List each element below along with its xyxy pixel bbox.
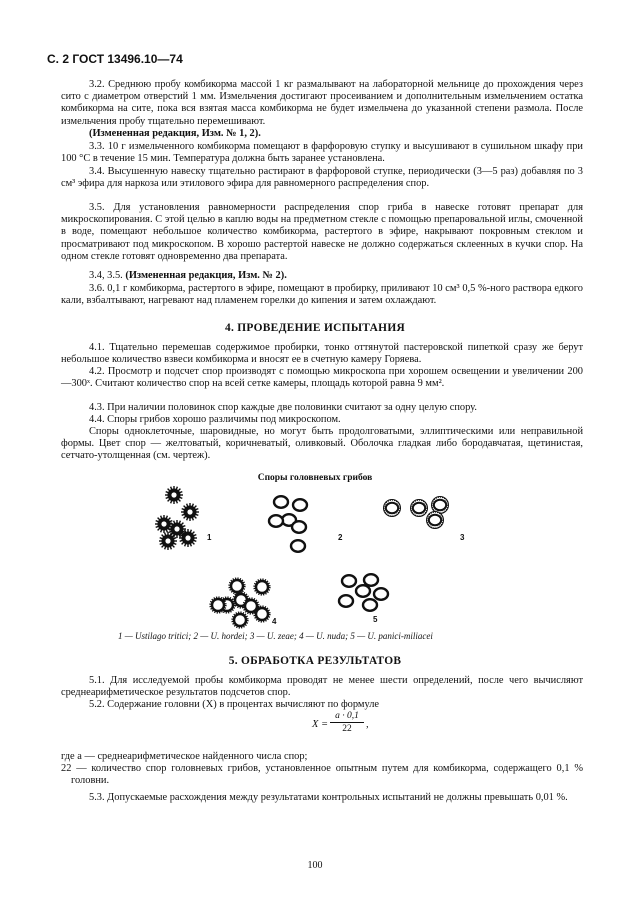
- figure-caption: 1 — Ustilago tritici; 2 — U. hordei; 3 — U. zeae; 4 — U. nuda; 5 — U. panici-miliacei: [118, 631, 433, 641]
- paragraph-5-3: 5.3. Допускаемые расхождения между результатами контрольных испытаний не должны превышать 0,01 %.: [89, 792, 568, 803]
- spore: [383, 499, 401, 517]
- spore: [159, 532, 177, 550]
- spore-group-5: [339, 574, 388, 611]
- paragraph-4-1: 4.1. Тщательно перемешав содержимое пробирки, тонко оттянутой пастеровской пипеткой сразу же берут небольшое количество взвеси комбикорма и вносят ее в счетную камеру Горяева.: [61, 342, 583, 366]
- paragraph-3-6: 3.6. 0,1 г комбикорма, растертого в эфире, помещают в пробирку, приливают 10 см³ 0,5 %-ного раствора едкого кали, взбалтывают, нагревают над пламенем горелки до кипения и затем охлаждают.: [61, 283, 583, 307]
- spore: [254, 579, 269, 594]
- paragraph-4-4: 4.4. Споры грибов хорошо различимы под микроскопом.: [89, 414, 341, 425]
- paragraph-4-4-description: Споры одноклеточные, шаровидные, но могут быть продолговатыми, эллиптическими или неправильной формы. Цвет спор — желтоватый, коричневатый, оливковый. Оболочка гладкая либо бородавчатая, щетинистая, сетчато-утолщенная (см. чертеж).: [61, 426, 583, 462]
- figure-label-4: 4: [272, 617, 277, 626]
- spore: [274, 496, 288, 508]
- spore: [339, 595, 353, 607]
- page-number: 100: [307, 860, 323, 871]
- section-5-heading: 5. ОБРАБОТКА РЕЗУЛЬТАТОВ: [228, 655, 402, 667]
- spore: [374, 588, 388, 600]
- figure-label-1: 1: [207, 533, 212, 542]
- paragraph-5-1: 5.1. Для исследуемой пробы комбикорма проводят не менее шести определений, после чего вычисляют среднеарифметическое результатов подсчетов спор.: [61, 675, 583, 699]
- paragraph-4-2: 4.2. Просмотр и подсчет спор производят с помощью микроскопа при хорошем освещении и увеличении 200—300ˣ. Считают количество спор на всей сетке камеры, площадь которой равна 9 мм².: [61, 366, 583, 390]
- formula-denominator: 22: [342, 724, 352, 734]
- spore: [181, 503, 199, 521]
- paragraph-3-4: 3.4. Высушенную навеску тщательно растирают в фарфоровой ступке, периодически (3—5 раз) добавляя по 3 см³ эфира для наркоза или этилового эфира для равномерного распределения спор.: [61, 166, 583, 190]
- legend-22: 22 — количество спор головневых грибов, установленное опытным путем для комбикорма, содержащего 0,1 % головни.: [61, 763, 583, 787]
- formula-lhs: X =: [312, 719, 329, 730]
- paragraph-3-3: 3.3. 10 г измельченного комбикорма помещают в фарфоровую ступку и высушивают в сушильном шкафу при 100 °С в течение 15 мин. Температура должна быть заранее установлена.: [61, 141, 583, 165]
- paragraph-3-5: 3.5. Для установления равномерности распределения спор гриба в навеске готовят препарат для микроскопирования. С этой целью в каплю воды на предметном стекле с помощью препаровальной иглы, смоченной в воде, помещают небольшое количество комбикорма, растертого в эфире, накрывают покровным стеклом и просматривают под микроскопом. В хорошо растертой навеске не должно содержаться склеенных в кучки спор. На одном стекле готовят одновременно два препарата.: [61, 202, 583, 262]
- spore: [229, 578, 244, 593]
- spore-group-3: [383, 496, 449, 529]
- spore-group-2: [269, 496, 307, 552]
- formula-tail: ,: [366, 719, 369, 730]
- spore: [363, 599, 377, 611]
- figure-label-5: 5: [373, 615, 378, 624]
- legend-a: где a — среднеарифметическое найденного числа спор;: [61, 751, 308, 762]
- spore: [155, 515, 173, 533]
- spore: [210, 597, 225, 612]
- figure-label-2: 2: [338, 533, 343, 542]
- revision-note-1: (Измененная редакция, Изм. № 1, 2).: [89, 128, 261, 139]
- spore: [342, 575, 356, 587]
- revision-note-2-text: (Измененная редакция, Изм. № 2).: [125, 270, 287, 281]
- spore: [426, 511, 444, 529]
- formula-fraction: [330, 711, 364, 734]
- figure-label-3: 3: [460, 533, 465, 542]
- spore: [291, 540, 305, 552]
- spore: [410, 499, 428, 517]
- paragraph-3-2: 3.2. Среднюю пробу комбикорма массой 1 кг размалывают на лабораторной мельнице до прохождения через сито с диаметром отверстий 1 мм. Измельчения достигают просеиванием и дополнительным измельчением остатка комбикорма на сите, пока вся взятая масса комбикорма не будет измельчена до указанной степени размола. После измельчения пробу тщательно перемешивают.: [61, 79, 583, 127]
- section-4-heading: 4. ПРОВЕДЕНИЕ ИСПЫТАНИЯ: [224, 322, 406, 334]
- page-header: С. 2 ГОСТ 13496.10—74: [47, 52, 183, 66]
- revision-note-2-number: 3.4, 3.5.: [89, 270, 123, 281]
- spore-group-4: [210, 578, 269, 627]
- spore: [364, 574, 378, 586]
- figure-title: Споры головневых грибов: [257, 473, 373, 483]
- spore: [179, 529, 197, 547]
- spore-group-1: [155, 486, 199, 550]
- spore: [232, 612, 247, 627]
- spore: [356, 585, 370, 597]
- formula-numerator: a · 0,1: [330, 711, 364, 723]
- paragraph-5-2: 5.2. Содержание головни (X) в процентах вычисляют по формуле: [89, 699, 380, 710]
- spore: [165, 486, 183, 504]
- spore: [292, 521, 306, 533]
- paragraph-4-3: 4.3. При наличии половинок спор каждые две половинки считают за одну целую спору.: [89, 402, 477, 413]
- spore: [293, 499, 307, 511]
- spore: [254, 606, 269, 621]
- spore: [269, 515, 283, 527]
